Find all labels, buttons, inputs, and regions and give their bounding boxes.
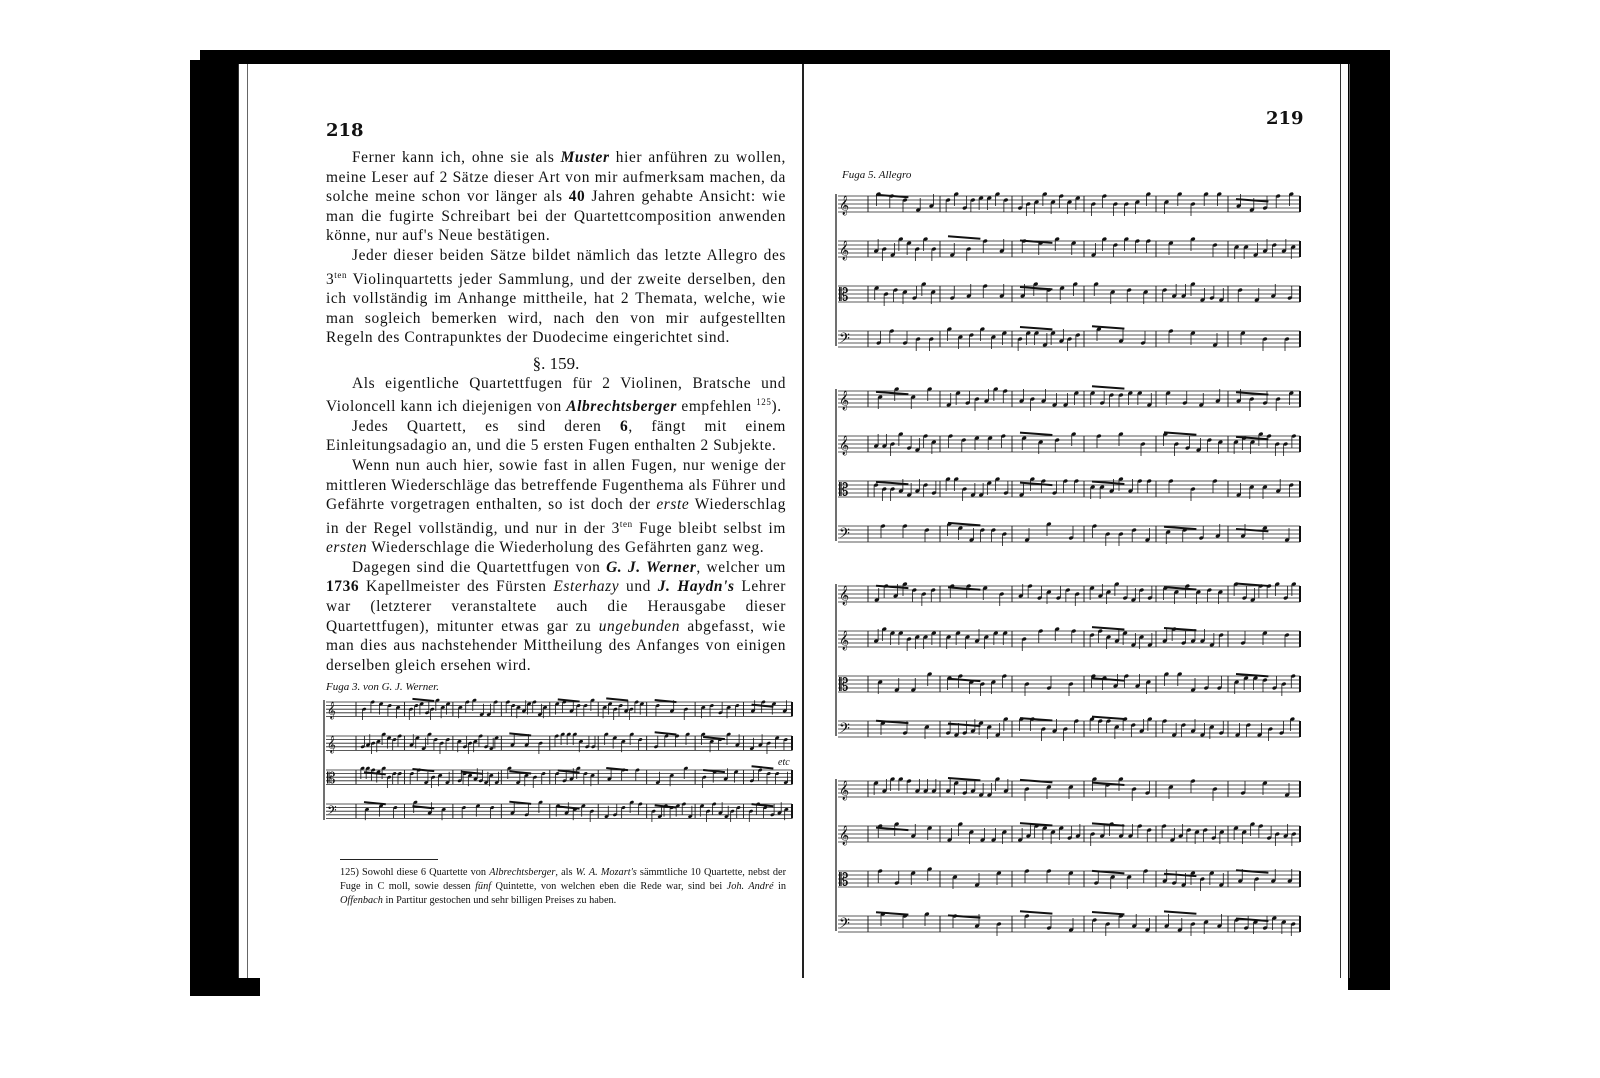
music-score-left [322, 692, 794, 828]
body-text [326, 148, 786, 675]
text-run: W. A. Mozart's [575, 867, 637, 878]
right-page-edges [1340, 64, 1350, 978]
music-score-right [834, 176, 1304, 946]
clef-icon: 𝄢 [839, 329, 850, 350]
staff [838, 867, 1300, 891]
staff [838, 777, 1300, 801]
staff [838, 582, 1300, 606]
text-run: Wiederschlag in der Regel vollständig, und nur in der 3 [326, 496, 786, 537]
clef-icon: 𝄞 [327, 734, 336, 753]
book-cover-bottom [190, 978, 260, 996]
clef-icon: 𝄞 [839, 824, 849, 845]
text-run: Kapellmeister des Fürsten [359, 578, 554, 596]
staff [838, 432, 1300, 456]
paragraph [326, 374, 786, 417]
clef-icon: 𝄞 [839, 434, 849, 455]
text-run: , fängt mit einem Einleitungsadagio an, und die 5 ersten Fugen enthalten 2 Subjekte. [326, 417, 786, 455]
text-run: 40 [568, 188, 586, 206]
page-number-right: 219 [1266, 108, 1304, 129]
clef-icon: 𝄢 [839, 524, 850, 545]
staff [838, 326, 1300, 351]
text-run: Jedes Quartett, es sind deren [352, 417, 621, 435]
clef-icon: 𝄢 [327, 802, 337, 821]
staff [326, 698, 792, 720]
text-run: Offenbach [340, 895, 383, 906]
clef-icon: 𝄞 [839, 629, 849, 650]
clef-icon: 𝄞 [839, 779, 849, 800]
text-run: , welcher um [696, 558, 786, 576]
text-run: Wiederschlage die Wiederholung des Gefährten ganz weg. [367, 539, 765, 557]
text-run: Wenn nun auch hier, sowie fast in allen Fugen, nur wenige der mittleren Wiederschläge das betreffende Fugenthema als Führer und Gefährte vorgetragen enthalten, so ist doch der [326, 456, 786, 514]
staff [326, 766, 792, 788]
text-run: 1736 [326, 578, 360, 596]
staff [838, 192, 1300, 216]
paragraph [326, 558, 786, 676]
clef-icon: 𝄞 [839, 239, 849, 260]
music-caption-right: Fuga 5. Allegro [842, 169, 912, 181]
text-run: 125 [756, 397, 772, 408]
text-run: G. J. Werner [606, 558, 697, 576]
text-run: ersten [326, 539, 368, 557]
clef-icon: 𝄞 [839, 389, 849, 410]
text-run: 125) Sowohl diese 6 Quartette von [340, 867, 490, 878]
text-run: 6 [620, 417, 629, 435]
staff [838, 477, 1300, 501]
text-run: Muster [560, 149, 610, 166]
paragraph [326, 246, 786, 348]
text-run: abgefasst, wie man dies aus nachstehender Mittheilung des Anfanges von einigen derselben gleich ersehen wird. [326, 617, 786, 674]
music-staff-systems [834, 176, 1304, 946]
clef-icon: 𝄢 [839, 914, 850, 935]
footnote [340, 866, 786, 908]
text-run: fünf [475, 881, 492, 892]
text-run: in [773, 881, 786, 892]
text-run: , als [555, 867, 576, 878]
clef-icon: 𝄢 [839, 719, 850, 740]
text-run: Ferner kann ich, ohne sie als [352, 149, 561, 166]
text-run: Albrechtsberger [566, 398, 677, 416]
staff [838, 911, 1300, 936]
book-cover-left [190, 60, 238, 990]
staff [838, 822, 1300, 846]
text-run: in Partitur gestochen und sehr billigen Preises zu haben. [382, 895, 617, 906]
clef-icon: 𝄞 [839, 194, 849, 215]
staff [326, 732, 792, 754]
book-cover-right [1348, 60, 1390, 990]
paragraph [326, 417, 786, 456]
text-run: hier anführen zu wollen, meine Leser auf 2 Sätze dieser Art von mir aufmerksam machen, da solche meine schon vor länger als [326, 149, 786, 206]
text-run: Als eigentliche Quartettfugen für 2 Violinen, Bratsche und Violoncell kann ich diejenigen von [326, 374, 786, 416]
clef-icon: 𝄡 [839, 674, 849, 695]
text-run: Esterhazy [553, 578, 620, 596]
left-page-edges [238, 64, 248, 978]
text-run: Violinquartetts jeder Sammlung, und der zweite derselben, den ich vollständig im Anhange mittheile, hat 2 Themata, welche, wie man sogleich bemerken wird, nach den von mir aufgestellten Regeln des Contrapunktes der Duodecime eingerichtet sind. [326, 270, 786, 347]
text-run: Lehrer war (letzterer veranstaltete auch die Herausgabe dieser Quartettfugen), mitunter etwas gar zu [326, 578, 787, 635]
music-staff-system [322, 692, 794, 828]
text-run: ungebunden [598, 617, 680, 635]
text-run: Dagegen sind die Quartettfugen von [352, 558, 607, 576]
clef-icon: 𝄡 [839, 869, 849, 890]
section-heading: §. 159. [532, 353, 580, 373]
staff [838, 717, 1300, 741]
text-run: ten [334, 269, 348, 280]
book-gutter [802, 64, 804, 978]
text-run: erste [656, 496, 690, 514]
page-number-left: 218 [326, 120, 364, 141]
clef-icon: 𝄡 [839, 479, 849, 500]
staff [838, 672, 1300, 696]
staff [838, 386, 1300, 411]
clef-icon: 𝄡 [839, 284, 849, 305]
text-run: Jahren gehabte Ansicht: wie man die fugirte Schreibart bei der Quartettcomposition anwenden könne, nur auf's Neue bestätigen. [326, 188, 786, 245]
text-run: ). [771, 398, 782, 416]
text-run: Albrechtsberger [489, 867, 556, 878]
text-run: J. Haydn's [657, 578, 735, 596]
paragraph [326, 148, 786, 246]
staff [838, 236, 1300, 261]
staff [838, 282, 1300, 306]
text-run: Joh. André [726, 881, 774, 892]
text-run: ten [619, 518, 633, 529]
clef-icon: 𝄞 [327, 700, 336, 719]
text-run: Jeder dieser beiden Sätze bildet nämlich das letzte Allegro des [352, 246, 786, 264]
music-caption-left: Fuga 3. von G. J. Werner. [326, 681, 439, 693]
staff [838, 627, 1300, 651]
text-run: Quintette, von welchen eben die Rede war, sind bei [491, 881, 727, 892]
etc-label: etc [778, 757, 790, 768]
clef-icon: 𝄡 [327, 768, 336, 787]
text-run: Fuge bleibt selbst im [632, 519, 786, 537]
text-run: sämmtliche 10 Quartette, nebst der Fuge in C moll, sowie dessen [340, 867, 786, 892]
clef-icon: 𝄞 [839, 584, 849, 605]
paragraph [326, 456, 786, 558]
text-run: 3 [326, 270, 335, 288]
staff [838, 522, 1300, 546]
text-run: empfehlen [676, 398, 757, 416]
staff [326, 800, 792, 822]
footnote-rule [340, 859, 438, 860]
book-cover-top [200, 50, 1390, 64]
text-run: und [619, 578, 658, 596]
